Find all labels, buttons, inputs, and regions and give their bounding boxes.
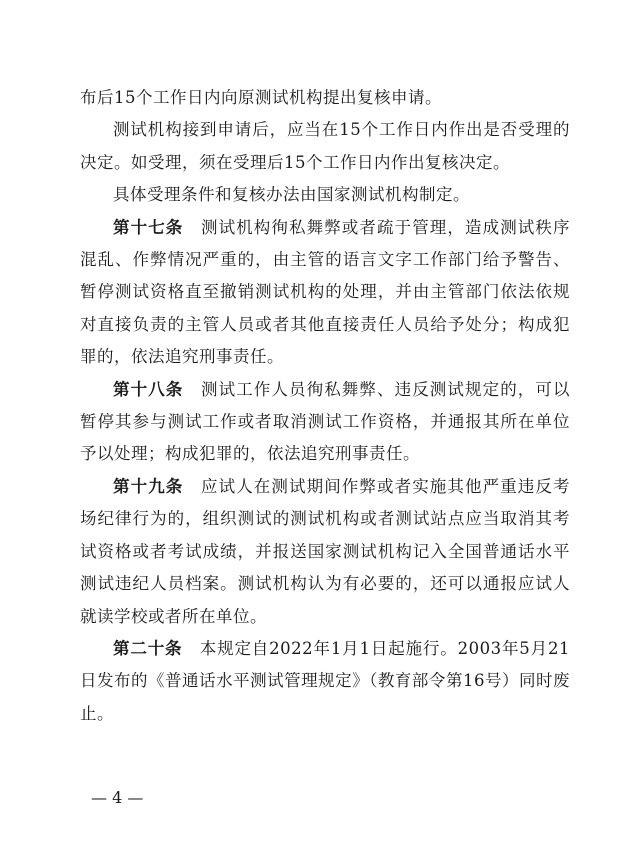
- article-text: 本规定自2022年1月1日起施行。2003年5月21日发布的《普通话水平测试管理规定》（教育部令第16号）同时废止。: [80, 638, 570, 723]
- paragraph-3: [80, 179, 570, 211]
- paragraph-text: 具体受理条件和复核办法由国家测试机构制定。: [113, 185, 470, 205]
- paragraph-1: [80, 82, 570, 114]
- paragraph-text: 布后15个工作日内向原测试机构提出复核申请。: [80, 88, 442, 107]
- article-18: [80, 374, 570, 471]
- article-heading: 第十八条: [113, 379, 184, 399]
- paragraph-2: [80, 114, 570, 179]
- article-text: 测试机构徇私舞弊或者疏于管理，造成测试秩序混乱、作弊情况严重的，由主管的语言文字工作部门给予警告、暂停测试资格直至撤销测试机构的处理，并由主管部门依法依规对直接负责的主管人员或者其他直接责任人员给予处分；构成犯罪的，依法追究刑事责任。: [80, 217, 571, 367]
- paragraph-text: 测试机构接到申请后，应当在15个工作日内作出是否受理的决定。如受理，须在受理后15个工作日内作出复核决定。: [80, 120, 570, 172]
- article-heading: 第十九条: [113, 476, 184, 496]
- article-heading: 第二十条: [113, 638, 183, 658]
- article-heading: 第十七条: [113, 217, 184, 237]
- article-17: [80, 212, 570, 374]
- article-text: 应试人在测试期间作弊或者实施其他严重违反考场纪律行为的，组织测试的测试机构或者测试站点应当取消其考试资格或者考试成绩，并报送国家测试机构记入全国普通话水平测试违纪人员档案。测试机构认为有必要的，还可以通报应试人就读学校或者所在单位。: [80, 476, 571, 626]
- page-number: — 4 —: [91, 788, 144, 807]
- article-19: [80, 471, 570, 633]
- article-text: 测试工作人员徇私舞弊、违反测试规定的，可以暂停其参与测试工作或者取消测试工作资格，并通报其所在单位予以处理；构成犯罪的，依法追究刑事责任。: [80, 379, 571, 464]
- article-20: [80, 633, 570, 730]
- document-body: [80, 82, 570, 730]
